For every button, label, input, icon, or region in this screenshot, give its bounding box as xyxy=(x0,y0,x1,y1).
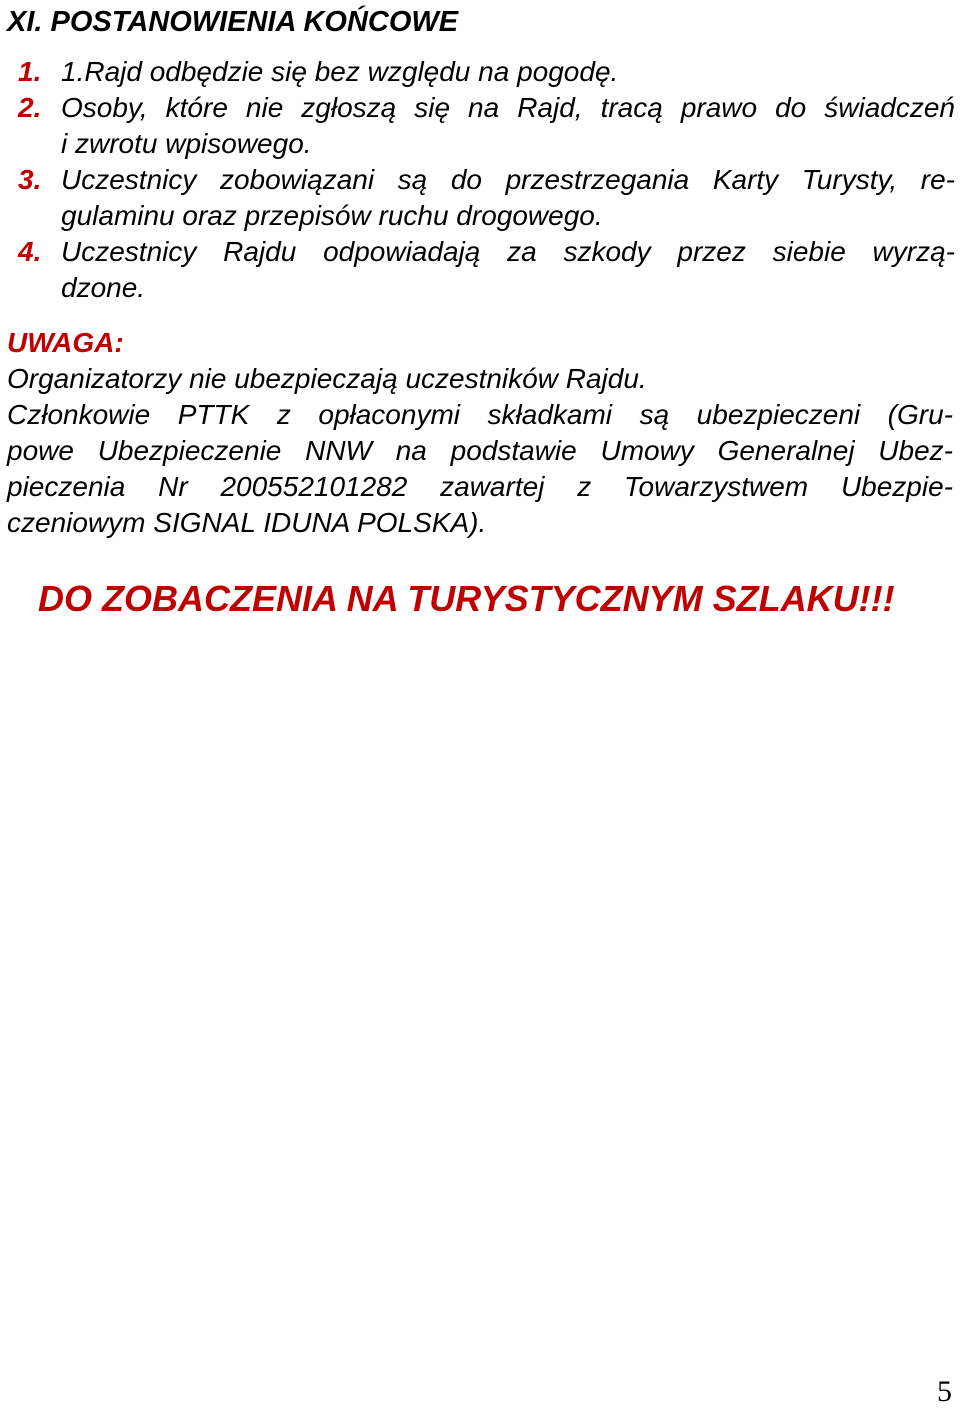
item-text-line: Uczestnicy Rajdu odpowiadają za szkody przez siebie wyrzą- xyxy=(61,236,955,267)
organizers-statement: Organizatorzy nie ubezpieczają uczestników Rajdu. xyxy=(7,363,647,394)
provisions-list xyxy=(0,54,960,306)
item-text-line: gulaminu oraz przepisów ruchu drogowego. xyxy=(61,200,603,231)
insurance-paragraph xyxy=(7,397,953,541)
list-item xyxy=(0,90,960,162)
page-number: 5 xyxy=(937,1375,952,1408)
list-item xyxy=(0,162,960,234)
item-number: 2. xyxy=(18,92,42,123)
item-number: 4. xyxy=(18,236,42,267)
item-number: 1. xyxy=(18,56,42,87)
section-title: XI. POSTANOWIENIA KOŃCOWE xyxy=(7,6,459,38)
paragraph-line: czeniowym SIGNAL IDUNA POLSKA). xyxy=(7,507,487,538)
farewell-message: DO ZOBACZENIA NA TURYSTYCZNYM SZLAKU!!! xyxy=(38,578,895,619)
item-text-line: dzone. xyxy=(61,272,146,303)
item-number: 3. xyxy=(18,164,42,195)
item-text-line: 1.Rajd odbędzie się bez względu na pogodę. xyxy=(61,56,619,87)
item-text-line: Osoby, które nie zgłoszą się na Rajd, tracą prawo do świadczeń xyxy=(61,92,955,123)
paragraph-line: Członkowie PTTK z opłaconymi składkami są ubezpieczeni (Gru- xyxy=(7,399,953,430)
notice-label: UWAGA: xyxy=(7,327,124,358)
item-text-line: Uczestnicy zobowiązani są do przestrzegania Karty Turysty, re- xyxy=(61,164,955,195)
paragraph-line: pieczenia Nr 200552101282 zawartej z Towarzystwem Ubezpie- xyxy=(7,471,953,502)
paragraph-line: powe Ubezpieczenie NNW na podstawie Umowy Generalnej Ubez- xyxy=(7,435,953,466)
list-item xyxy=(0,234,960,306)
list-item xyxy=(0,54,960,90)
item-text-line: i zwrotu wpisowego. xyxy=(61,128,312,159)
